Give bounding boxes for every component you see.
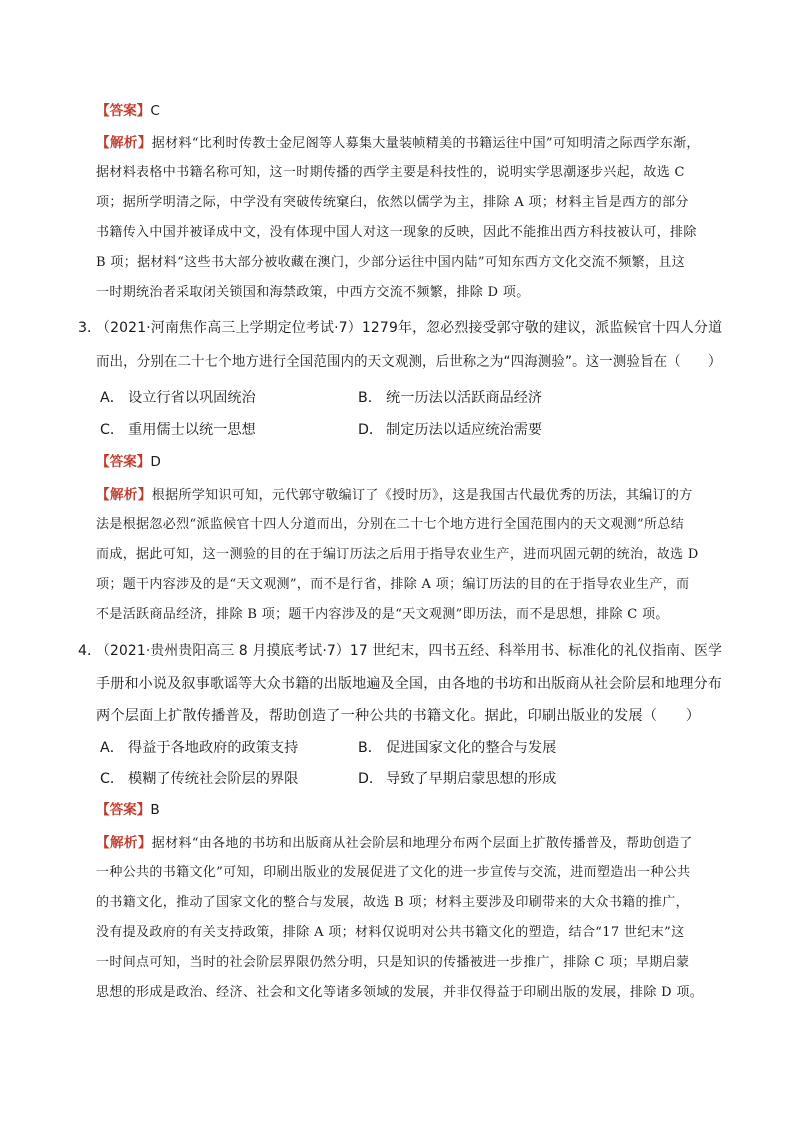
q3-option-a: A． 设立行省以巩固统治	[100, 390, 256, 406]
q4-answer-value: B	[150, 802, 160, 818]
q3-explanation-line: 项；题干内容涉及的是“天文观测”，而不是行省，排除 A 项；编订历法的目的在于指导农业生产，而	[96, 577, 690, 592]
explanation-tag: 【解析】	[96, 487, 152, 503]
answer-tag: 【答案】	[96, 802, 151, 818]
q2-explanation-line: 书籍传入中国并被译成中文，没有体现中国人对这一现象的反映，因此不能推出西方科技被认可，排除	[96, 225, 697, 240]
q3-option-b: B． 统一历法以活跃商品经济	[358, 390, 543, 406]
q4-stem-line: 两个层面上扩散传播普及，帮助创造了一种公共的书籍文化。据此，印刷出版业的发展（ ）	[96, 708, 701, 724]
q3-option-c: C． 重用儒士以统一思想	[100, 422, 256, 438]
q4-explanation-line: 没有提及政府的有关支持政策，排除 A 项；材料仅说明对公共书籍文化的塑造，结合“17 世纪末”这	[96, 925, 685, 940]
q4-stem-line: 手册和小说及叙事歌谣等大众书籍的出版地遍及全国，由各地的书坊和出版商从社会阶层和地理分布	[96, 676, 723, 692]
q4-explanation-line: 一种公共的书籍文化”可知，印刷出版业的发展促进了文化的进一步宣传与交流，进而塑造出一种公共	[96, 865, 691, 880]
q3-option-d: D． 制定历法以适应统治需要	[358, 422, 543, 438]
q4-explanation-line: 一时间点可知，当时的社会阶层界限仍然分明，只是知识的传播被进一步推广，排除 C 项；早期启蒙	[96, 955, 690, 970]
q4-option-d: D． 导致了早期启蒙思想的形成	[358, 771, 557, 787]
q4-explanation-line: 的书籍文化，推动了国家文化的整合与发展，故选 B 项；材料主要涉及印刷带来的大众书籍的推广，	[96, 895, 689, 910]
q3-number: 3．	[78, 320, 102, 336]
q2-explanation-line: B 项；据材料“这些书大部分被收藏在澳门，少部分运往中国内陆”可知东西方文化交流不频繁，且这	[96, 255, 686, 270]
q3-explanation-line: 【解析】根据所学知识可知，元代郭守敬编订了《授时历》，这是我国古代最优秀的历法，其编订的方	[96, 487, 693, 503]
q4-option-b: B． 促进国家文化的整合与发展	[358, 740, 557, 756]
q3-stem-line: （2021·河南焦作高三上学期定位考试·7）1279年，忽必烈接受郭守敬的建议，派监候官十四人分道	[96, 320, 723, 336]
q2-answer-value: C	[150, 103, 160, 119]
q2-explanation-line: 一时期统治者采取闭关锁国和海禁政策，中西方交流不频繁，排除 D 项。	[96, 285, 530, 300]
q4-explanation-line: 思想的形成是政治、经济、社会和文化等诸多领域的发展，并非仅得益于印刷出版的发展，排除 D 项。	[96, 985, 704, 1000]
q3-explanation-line: 法是根据忽必烈“派监候官十四人分道而出，分别在二十七个地方进行全国范围内的天文观测”所总结	[96, 517, 685, 532]
q2-explanation-line: 【解析】据材料“比利时传教士金尼阁等人募集大量装帧精美的书籍运往中国”可知明清之际西学东渐，	[96, 135, 700, 151]
explanation-tag: 【解析】	[96, 835, 152, 851]
q4-number: 4．	[78, 643, 102, 659]
q2-explanation-line: 项；据所学明清之际，中学没有突破传统窠臼，依然以儒学为主，排除 A 项；材料主旨是西方的部分	[96, 195, 689, 210]
explanation-tag: 【解析】	[96, 135, 152, 151]
q4-stem-line: （2021·贵州贵阳高三 8 月摸底考试·7）17 世纪末，四书五经、科举用书、标准化的礼仪指南、医学	[96, 643, 723, 659]
answer-tag: 【答案】	[96, 103, 151, 119]
answer-tag: 【答案】	[96, 454, 151, 470]
q4-option-a: A． 得益于各地政府的政策支持	[100, 740, 299, 756]
q2-explanation-line: 据材料表格中书籍名称可知，这一时期传播的西学主要是科技性的，说明实学思潮逐步兴起，故选 C	[96, 165, 685, 180]
q4-answer-row	[96, 800, 160, 820]
q3-answer-value: D	[150, 454, 161, 470]
q2-answer-row	[96, 101, 160, 121]
q3-answer-row	[96, 452, 161, 472]
q4-explanation-line: 【解析】据材料“由各地的书坊和出版商从社会阶层和地理分布两个层面上扩散传播普及，帮助创造了	[96, 835, 693, 851]
q4-option-c: C． 模糊了传统社会阶层的界限	[100, 771, 299, 787]
q3-stem-line: 而出，分别在二十七个地方进行全国范围内的天文观测，后世称之为“四海测验”。这一测验旨在（ ）	[96, 354, 722, 370]
q3-explanation-line: 不是活跃商品经济，排除 B 项；题干内容涉及的是“天文观测”即历法，而不是思想，排除 C 项。	[96, 607, 669, 622]
q3-explanation-line: 而成，据此可知，这一测验的目的在于编订历法之后用于指导农业生产，进而巩固元朝的统治，故选 D	[96, 547, 699, 562]
